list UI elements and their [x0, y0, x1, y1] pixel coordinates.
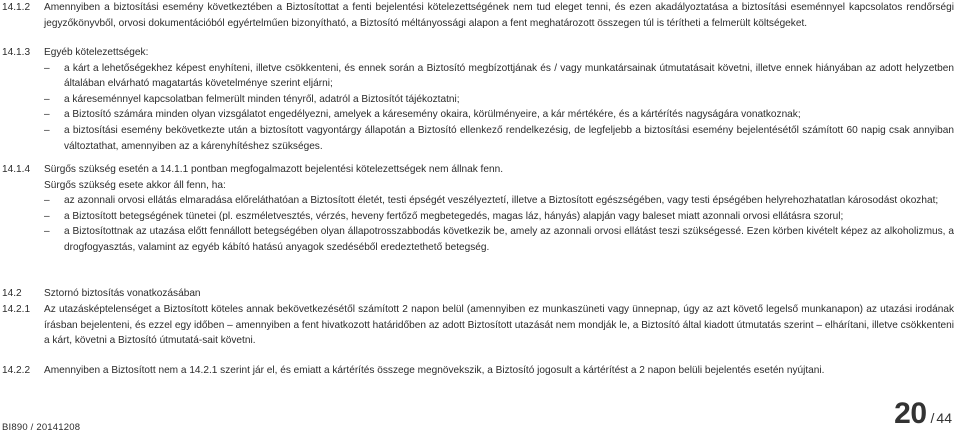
current-page: 20: [894, 397, 927, 430]
dash-bullet: –: [44, 210, 50, 222]
section-text: Amennyiben a Biztosított nem a 14.2.1 szerint jár el, és emiatt a kártérítés összege megnövekszik, a Biztosító jogosult a kártérítést a 2 napon belüli bejelentés esetén nyújtani.: [44, 365, 825, 376]
dash-bullet: –: [44, 124, 50, 136]
section-text: Az utazásképtelenséget a Biztosított köteles annak bekövetkezésétől számított 2 napon belül (amennyiben ez munkaszüneti vagy ünnepnap, úgy az azt követő legelső munkanapon) az utazási irodának írásban bejelenteni, és ezzel egy időben – amennyiben a fent hivatkozott határidőben az adott Biztosított utazását nem mondják le, a Biztosító által kiadott útmutatás szerint – elhárítani, illetve csökkenteni a kárt, követni a Biztosító útmutatá-sait követni.: [44, 304, 954, 347]
section-number: 14.1.3: [2, 47, 31, 58]
section-body: [44, 162, 954, 256]
list-item: – a biztosítási esemény bekövetkezte után a biztosított vagyontárgy állapotán a Biztosító ellenkező rendelkezésig, de legfeljebb a biztosítási esemény bejelentésétől számított 60 napig csak annyiban változtathat, amennyiben az a kárenyhítéshez szükséges.: [44, 124, 954, 152]
list-item: – a Biztosítottnak az utazása előtt fennállott betegségében olyan állapotrosszabbodás következik be, amely az azonnali orvosi ellátást teszi szükségessé. Ezen körben kivételt képez az alkoholizmus, a drogfogyasztás, valamint az egyéb kábító hatású anyagok szedéséből eredeztethető betegség.: [44, 226, 954, 253]
dash-bullet: –: [44, 93, 50, 105]
section-text: Amennyiben a biztosítási esemény következtében a Biztosítottat a fenti bejelentési kötelezettségének nem tud eleget tenni, és ezen akadályoztatása a biztosítási eseménnyel kapcsolatos rendőrségi jegyzőkönyvből, orvosi dokumentációból egyértelműen bizonyítható, a Biztosító méltányossági alapon a fent meghatározott összegen túl is térítheti a felmerült költségeket.: [44, 2, 954, 29]
section-heading: Egyéb kötelezettségek:: [44, 47, 149, 58]
list-item: – a káreseménnyel kapcsolatban felmerült minden tényről, adatról a Biztosítót tájékoztatni;: [44, 92, 954, 108]
dash-bullet: –: [44, 226, 50, 238]
section-line: Sürgős szükség esetén a 14.1.1 pontban megfogalmazott bejelentési kötelezettségek nem állnak fenn.: [44, 164, 503, 175]
page-number: [894, 397, 952, 430]
dash-bullet: –: [44, 195, 50, 207]
list-item: – a Biztosító számára minden olyan vizsgálatot engedélyezni, amelyek a káresemény okaira, körülményeire, a kár mértékére, és a kártérítés nagyságára vonatkoznak;: [44, 107, 954, 123]
section-number: 14.1.4: [2, 164, 31, 175]
dash-bullet: –: [44, 109, 50, 121]
section-number: 14.2: [2, 288, 22, 299]
document-code: BI890 / 20141208: [2, 422, 81, 433]
section-number: 14.2.1: [2, 304, 31, 315]
list-item: – az azonnali orvosi ellátás elmaradása előreláthatóan a Biztosított életét, testi épségét veszélyeztetí, illetve a Biztosított egészségében, vagy testi épségében helyrehozhatatlan károsodást okozhat;: [44, 193, 954, 209]
page-separator: /: [930, 410, 935, 426]
section-number: 14.2.2: [2, 365, 31, 376]
list-item: – a Biztosított betegségének tünetei (pl. eszméletvesztés, vérzés, heveny fertőző megbetegedés, magas láz, hányás) alapján vagy baleset miatt azonnali orvosi ellátásra szorul;: [44, 209, 954, 225]
section-body: [44, 45, 954, 154]
section-number: 14.1.2: [2, 2, 31, 13]
total-pages: 44: [936, 410, 952, 426]
section-line: Sürgős szükség esete akkor áll fenn, ha:: [44, 179, 226, 191]
section-text: Sztornó biztosítás vonatkozásában: [44, 288, 201, 299]
dash-bullet: –: [44, 62, 50, 74]
list-item: – a kárt a lehetőségekhez képest enyhíteni, illetve csökkenteni, és ennek során a Biztosító megbízottjának és / vagy munkatársainak útmutatásait követni, illetve ennek hiányában az adott helyzetben általában elvárható magatartás követelménye szerint eljárni;: [44, 62, 954, 90]
